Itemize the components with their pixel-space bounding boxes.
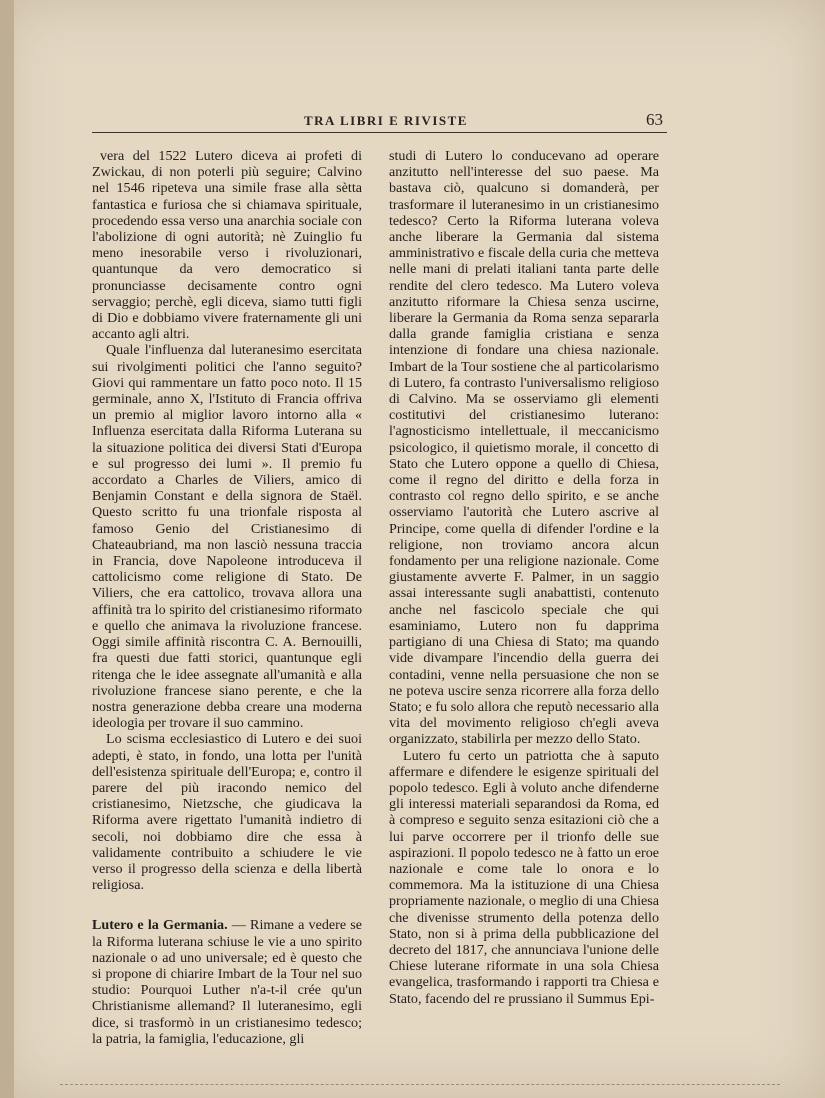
paragraph: studi di Lutero lo conducevano ad operare anzitutto nell'interesse del suo paese. Ma bastava ciò, qualcuno si domanderà, per trasformare il luteranesimo in un cristianesimo tedesco? Certo la Riforma luterana voleva anche liberare la Germania dal sistema amministrativo e fiscale della curia che metteva nelle mani di prelati italiani tanta parte delle rendite del clero tedesco. Ma Lutero voleva anzitutto riformare la Chiesa senza uscirne, liberare la Germania da Roma senza separarla dalla grande famiglia cristiana e senza intenzione di fondare una chiesa nazionale. Imbart de la Tour sostiene che al particolarismo di Lutero, fa contrasto l'universalismo religioso di Calvino. Ma se osserviamo gli elementi costitutivi del cristianesimo luterano: l'agnosticismo intellettuale, il meccanicismo psicologico, il quietismo morale, il concetto di Stato che Lutero oppone a quello di Chiesa, come il regno del diritto e della forza in contrasto col regno dello spirito, e se anche osserviamo l'autorità che Lutero ascrive al Principe, come quella di difender l'ordine e la religione, non troviamo ancora alcun fondamento per una religione nazionale. Come giustamente avverte F. Palmer, in un saggio assai interessante sugli anabattisti, contenuto anche nel fascicolo speciale che qui esaminiamo, Lutero non fu dapprima partigiano di una Chiesa di Stato; ma quando vide divampare l'incendio della guerra dei contadini, venne nella persuasione che non se ne poteva uscire senza ricorrere alla forza dello Stato; e fu solo allora che reputò necessario alla vita del movimento religioso ch'egli aveva organizzato, stabilirla per mezzo dello Stato. [389,148,659,748]
page-header [92,110,667,134]
header-rule [92,132,667,133]
paragraph: Quale l'influenza dal luteranesimo esercitata sui rivolgimenti politici che l'anno seguito? Giovi qui rammentare un fatto poco noto. Il 15 germinale, anno X, l'Istituto di Francia offriva un premio al miglior lavoro intorno alla « Influenza esercitata dalla Riforma Luterana su la situazione politica dei diversi Stati d'Europa e sul progresso dei lumi ». Il premio fu accordato a Charles de Viliers, amico di Benjamin Constant e della signora de Staël. Questo scritto fu una trionfale risposta al famoso Genio del Cristianesimo di Chateaubriand, ma non lasciò nessuna traccia in Francia, dove Napoleone introduceva il cattolicismo come religione di Stato. De Viliers, che era cattolico, trovava allora una affinità tra lo spirito del cristianesimo riformato e quello che animava la rivoluzione francese. Oggi simile affinità riscontra C. A. Bernouilli, fra questi due fatti storici, quantunque egli ritenga che le idee assegnate all'umanità e alla rivoluzione francese siano perente, e che la nostra generazione debba creare una moderna ideologia per trovare il suo cammino. [92,342,362,732]
page-binding-edge [0,0,14,1098]
right-column [389,148,659,1007]
section-title: Lutero e la Germania. [92,917,228,934]
section-text: — Rimane a vedere se la Riforma luterana schiuse le vie a uno spirito nazionale o ad uno universale; ed è questo che si propone di chiarire Imbart de la Tour nel suo studio: Pourquoi Luther n'a-t-il crée qu'un Christianisme allemand? Il luteranesimo, egli dice, si trasformò in un cristianesimo tedesco; la patria, la famiglia, l'educazione, gli [92,917,362,1047]
page-bottom-edge [60,1084,780,1085]
running-head: TRA LIBRI E RIVISTE [304,113,468,128]
paragraph: Lutero fu certo un patriotta che à saputo affermare e difendere le esigenze spirituali del popolo tedesco. Egli à voluto anche difenderne gli interessi materiali separandosi da Roma, ed à compreso e seguito senza esitazioni ciò che a lui parve occorrere per il trionfo delle sue aspirazioni. Il popolo tedesco ne à fatto un eroe nazionale e come tale lo onora e lo commemora. Ma la istituzione di una Chiesa propriamente nazionale, o meglio di una Chiesa che divenisse strumento della potenza dello Stato, non si à prima della pubblicazione del decreto del 1817, che annunciava l'unione delle Chiese luterane riformate in una sola Chiesa evangelica, trasformando i rapporti tra Chiesa e Stato, facendo del re prussiano il Summus Epi- [389,747,659,1007]
page-number: 63 [646,110,663,129]
left-column [92,148,362,1047]
paragraph: Lo scisma ecclesiastico di Lutero e dei suoi adepti, è stato, in fondo, una lotta per l'unità dell'esistenza spirituale dell'Europa; e, contro il parere del più iracondo nemico del cristianesimo, Nietzsche, che giudicava la Riforma avere rigettato l'umanità indietro di secoli, noi dobbiamo dire che essa à validamente contribuito a schiudere le vie verso il progresso della scienza e della libertà religiosa. [92,731,362,894]
section-paragraph [92,917,362,1047]
paragraph: vera del 1522 Lutero diceva ai profeti di Zwickau, di non poterli più seguire; Calvino nel 1546 ripeteva una simile frase alla sètta fantastica e furiosa che si chiamava spirituale, procedendo essa verso una anarchia sociale con l'abolizione di ogni autorità; nè Zuinglio fu meno inesorabile verso i rivoluzionari, quantunque da vero democratico si pronunciasse decisamente contro ogni servaggio; perchè, egli diceva, siamo tutti figli di Dio e dobbiamo vivere fraternamente gli uni accanto agli altri. [92,148,362,343]
